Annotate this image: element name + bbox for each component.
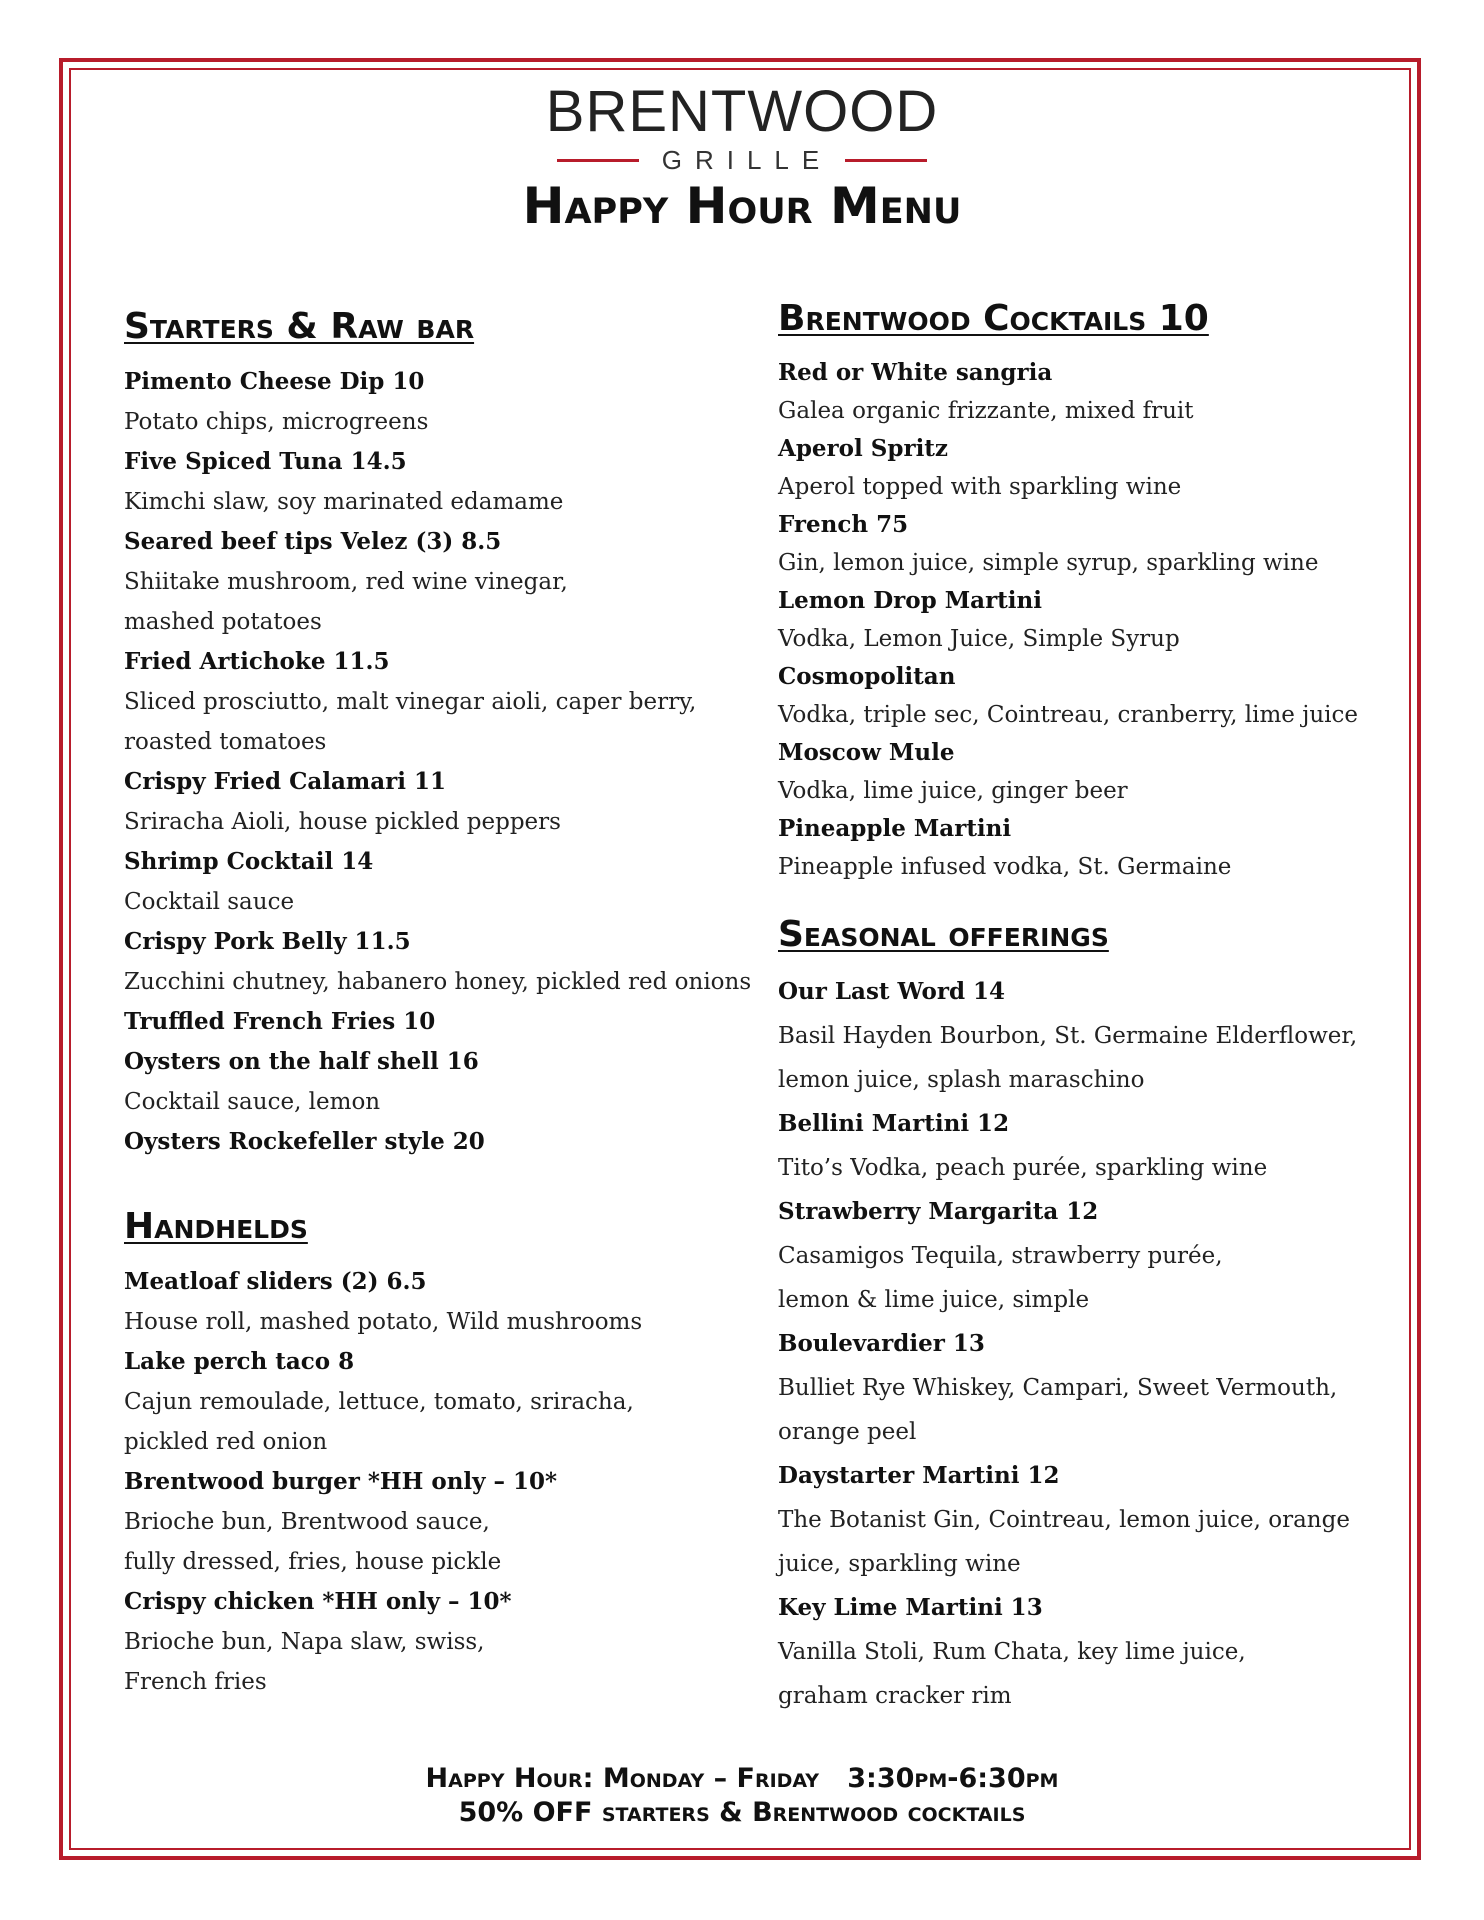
menu-item-description: Galea organic frizzante, mixed fruit — [778, 398, 1194, 424]
menu-item-name: Five Spiced Tuna 14.5 — [124, 448, 407, 475]
menu-item-name: French 75 — [778, 511, 909, 538]
section-starters — [124, 306, 752, 1162]
logo-wordmark: BRENTWOOD — [545, 79, 939, 144]
handhelds-list — [124, 1262, 744, 1702]
left-column — [124, 306, 752, 1702]
starters-list — [124, 362, 752, 1162]
footer-hours — [0, 1762, 1484, 1830]
menu-item-description: lemon juice, splash maraschino — [778, 1067, 1145, 1093]
cocktails-list — [778, 354, 1378, 886]
menu-item-name: Crispy chicken *HH only – 10* — [124, 1588, 512, 1615]
menu-item-description: Bulliet Rye Whiskey, Campari, Sweet Vermouth, — [778, 1375, 1338, 1401]
menu-item-description: Cocktail sauce — [124, 889, 295, 915]
menu-item-name: Cosmopolitan — [778, 663, 956, 690]
menu-item-description: mashed potatoes — [124, 609, 322, 635]
menu-item-name: Bellini Martini 12 — [778, 1110, 1010, 1137]
menu-item-name: Crispy Fried Calamari 11 — [124, 768, 447, 795]
section-title-cocktails: Brentwood Cocktails 10 — [778, 298, 1209, 339]
menu-item-description: Gin, lemon juice, simple syrup, sparkling wine — [778, 550, 1319, 576]
logo-subtitle: GRILLE — [661, 145, 833, 175]
menu-item-description: Cajun remoulade, lettuce, tomato, sriracha, — [124, 1389, 634, 1415]
menu-item-description: Kimchi slaw, soy marinated edamame — [124, 489, 564, 515]
menu-item-description: Brioche bun, Brentwood sauce, — [124, 1509, 490, 1535]
menu-item-description: Cocktail sauce, lemon — [124, 1089, 381, 1115]
section-title-handhelds: Handhelds — [124, 1206, 308, 1247]
menu-item-name: Crispy Pork Belly 11.5 — [124, 928, 411, 955]
menu-item-description: Vanilla Stoli, Rum Chata, key lime juice, — [778, 1639, 1246, 1665]
menu-item-name: Lake perch taco 8 — [124, 1348, 355, 1375]
menu-item-name: Shrimp Cocktail 14 — [124, 848, 374, 875]
menu-item-description: Sriracha Aioli, house pickled peppers — [124, 809, 561, 835]
menu-item-name: Oysters Rockefeller style 20 — [124, 1128, 485, 1155]
menu-item-description: Casamigos Tequila, strawberry purée, — [778, 1243, 1223, 1269]
logo-rule-right — [845, 159, 927, 162]
menu-item-name: Pineapple Martini — [778, 815, 1012, 842]
menu-item-description: Basil Hayden Bourbon, St. Germaine Elderflower, — [778, 1023, 1358, 1049]
menu-item-description: Brioche bun, Napa slaw, swiss, — [124, 1629, 485, 1655]
menu-item-name: Moscow Mule — [778, 739, 955, 766]
seasonal-list — [778, 970, 1378, 1718]
menu-item-description: The Botanist Gin, Cointreau, lemon juice, orange — [778, 1507, 1350, 1533]
menu-item-description: Vodka, Lemon Juice, Simple Syrup — [778, 626, 1180, 652]
footer-line-hours: Happy Hour: Monday – Friday 3:30pm-6:30pm — [425, 1763, 1059, 1794]
menu-item-description: graham cracker rim — [778, 1683, 1012, 1709]
menu-item-name: Aperol Spritz — [778, 435, 948, 462]
menu-item-name: Our Last Word 14 — [778, 978, 1006, 1005]
menu-item-description: roasted tomatoes — [124, 729, 327, 755]
menu-item-name: Fried Artichoke 11.5 — [124, 648, 390, 675]
menu-item-description: House roll, mashed potato, Wild mushrooms — [124, 1309, 643, 1335]
footer-line-discount: 50% OFF starters & Brentwood cocktails — [458, 1797, 1026, 1828]
menu-item-name: Oysters on the half shell 16 — [124, 1048, 479, 1075]
menu-item-description: Aperol topped with sparkling wine — [778, 474, 1182, 500]
menu-item-name: Daystarter Martini 12 — [778, 1462, 1060, 1489]
menu-item-description: Vodka, triple sec, Cointreau, cranberry, lime juice — [778, 702, 1358, 728]
menu-item-description: French fries — [124, 1669, 267, 1695]
logo-rule-left — [557, 159, 639, 162]
menu-item-name: Key Lime Martini 13 — [778, 1594, 1043, 1621]
menu-item-description: Zucchini chutney, habanero honey, pickled red onions — [124, 969, 752, 995]
section-seasonal — [778, 914, 1378, 1718]
right-column — [778, 298, 1378, 1718]
section-title-seasonal: Seasonal offerings — [778, 914, 1109, 955]
menu-item-description: Shiitake mushroom, red wine vinegar, — [124, 569, 568, 595]
page-title: Happy Hour Menu — [522, 177, 962, 235]
menu-item-name: Seared beef tips Velez (3) 8.5 — [124, 528, 502, 555]
menu-item-name: Lemon Drop Martini — [778, 587, 1043, 614]
menu-item-name: Brentwood burger *HH only – 10* — [124, 1468, 558, 1495]
menu-item-description: juice, sparkling wine — [778, 1551, 1021, 1577]
logo-subline — [557, 144, 927, 176]
menu-item-name: Red or White sangria — [778, 359, 1053, 386]
menu-item-description: Vodka, lime juice, ginger beer — [778, 778, 1128, 804]
brand-logo — [0, 80, 1484, 176]
menu-item-description: Sliced prosciutto, malt vinegar aioli, caper berry, — [124, 689, 697, 715]
menu-item-description: orange peel — [778, 1419, 917, 1445]
menu-item-name: Strawberry Margarita 12 — [778, 1198, 1099, 1225]
menu-item-name: Boulevardier 13 — [778, 1330, 985, 1357]
section-handhelds — [124, 1206, 744, 1702]
menu-item-description: lemon & lime juice, simple — [778, 1287, 1090, 1313]
menu-item-name: Pimento Cheese Dip 10 — [124, 368, 425, 395]
menu-item-name: Meatloaf sliders (2) 6.5 — [124, 1268, 427, 1295]
section-title-starters: Starters & Raw bar — [124, 306, 475, 347]
menu-item-description: pickled red onion — [124, 1429, 328, 1455]
menu-item-description: Tito’s Vodka, peach purée, sparkling wine — [778, 1155, 1268, 1181]
menu-item-name: Truffled French Fries 10 — [124, 1008, 436, 1035]
menu-item-description: fully dressed, fries, house pickle — [124, 1549, 502, 1575]
section-cocktails — [778, 298, 1378, 886]
menu-item-description: Potato chips, microgreens — [124, 409, 429, 435]
menu-item-description: Pineapple infused vodka, St. Germaine — [778, 854, 1232, 880]
